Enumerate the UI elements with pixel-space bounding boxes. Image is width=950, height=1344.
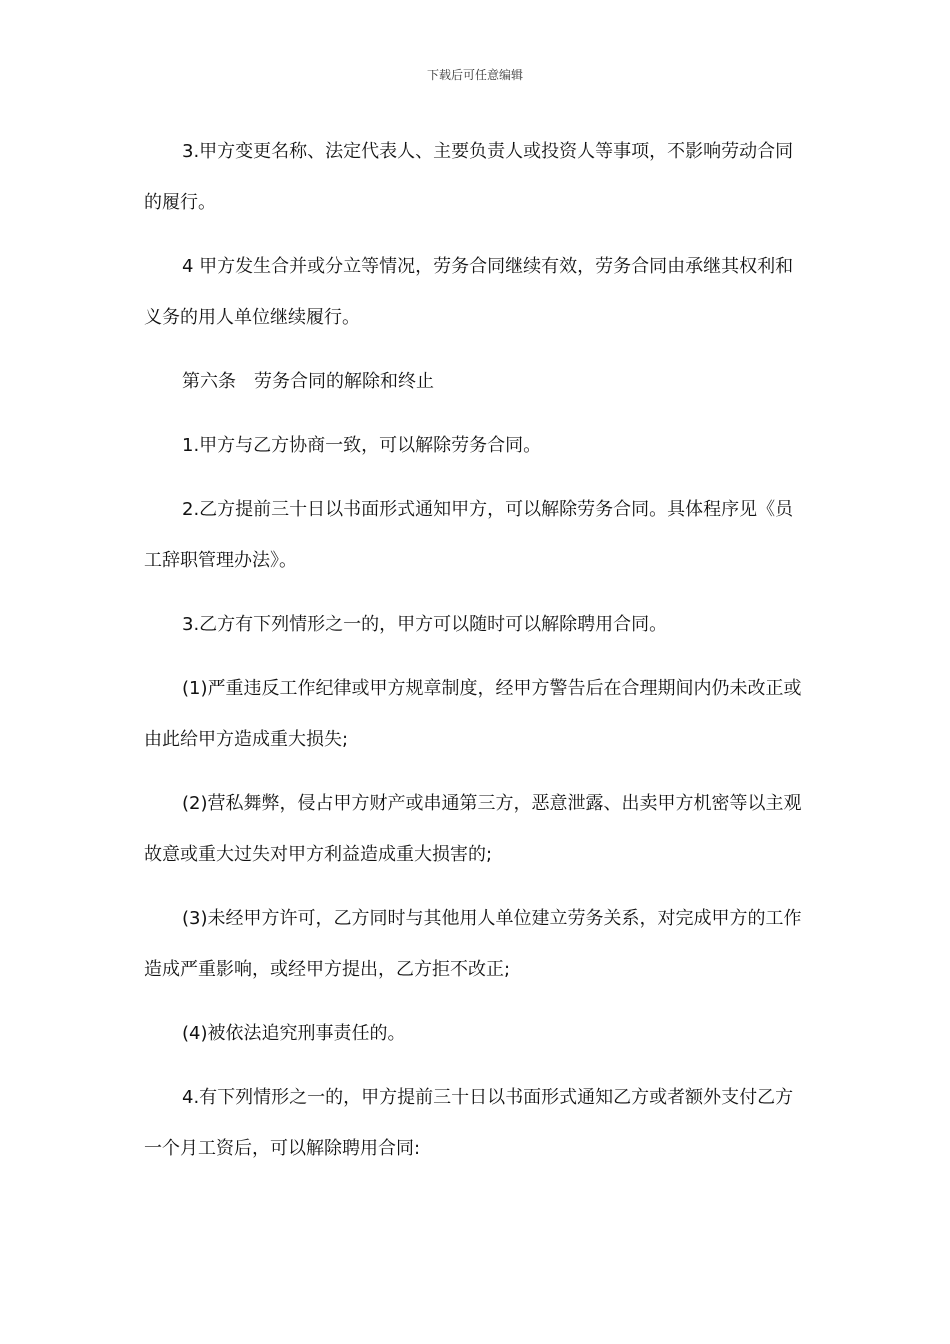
paragraph-clause-4: 4 甲方发生合并或分立等情况，劳务合同继续有效，劳务合同由承继其权利和义务的用人单位继续履行。 bbox=[144, 256, 794, 328]
paragraph-termination-3: 3.乙方有下列情形之一的，甲方可以随时可以解除聘用合同。 bbox=[182, 614, 668, 635]
document-body bbox=[144, 126, 804, 1187]
paragraph-item-2: (2)营私舞弊，侵占甲方财产或串通第三方，恶意泄露、出卖甲方机密等以主观故意或重大过失对甲方利益造成重大损害的; bbox=[144, 793, 802, 865]
paragraph-clause-3: 3.甲方变更名称、法定代表人、主要负责人或投资人等事项，不影响劳动合同的履行。 bbox=[144, 141, 794, 213]
paragraph-item-1: (1)严重违反工作纪律或甲方规章制度，经甲方警告后在合理期间内仍未改正或由此给甲方造成重大损失; bbox=[144, 678, 802, 750]
section-heading-article-6: 第六条 劳务合同的解除和终止 bbox=[182, 371, 434, 392]
paragraph-termination-4: 4.有下列情形之一的，甲方提前三十日以书面形式通知乙方或者额外支付乙方一个月工资后，可以解除聘用合同: bbox=[144, 1087, 794, 1159]
paragraph-termination-2: 2.乙方提前三十日以书面形式通知甲方，可以解除劳务合同。具体程序见《员工辞职管理办法》。 bbox=[144, 499, 794, 571]
paragraph-item-4: (4)被依法追究刑事责任的。 bbox=[182, 1023, 406, 1044]
page-header-note: 下载后可任意编辑 bbox=[426, 68, 523, 82]
paragraph-termination-1: 1.甲方与乙方协商一致，可以解除劳务合同。 bbox=[182, 435, 542, 456]
paragraph-item-3: (3)未经甲方许可，乙方同时与其他用人单位建立劳务关系，对完成甲方的工作造成严重影响，或经甲方提出，乙方拒不改正; bbox=[144, 908, 802, 980]
